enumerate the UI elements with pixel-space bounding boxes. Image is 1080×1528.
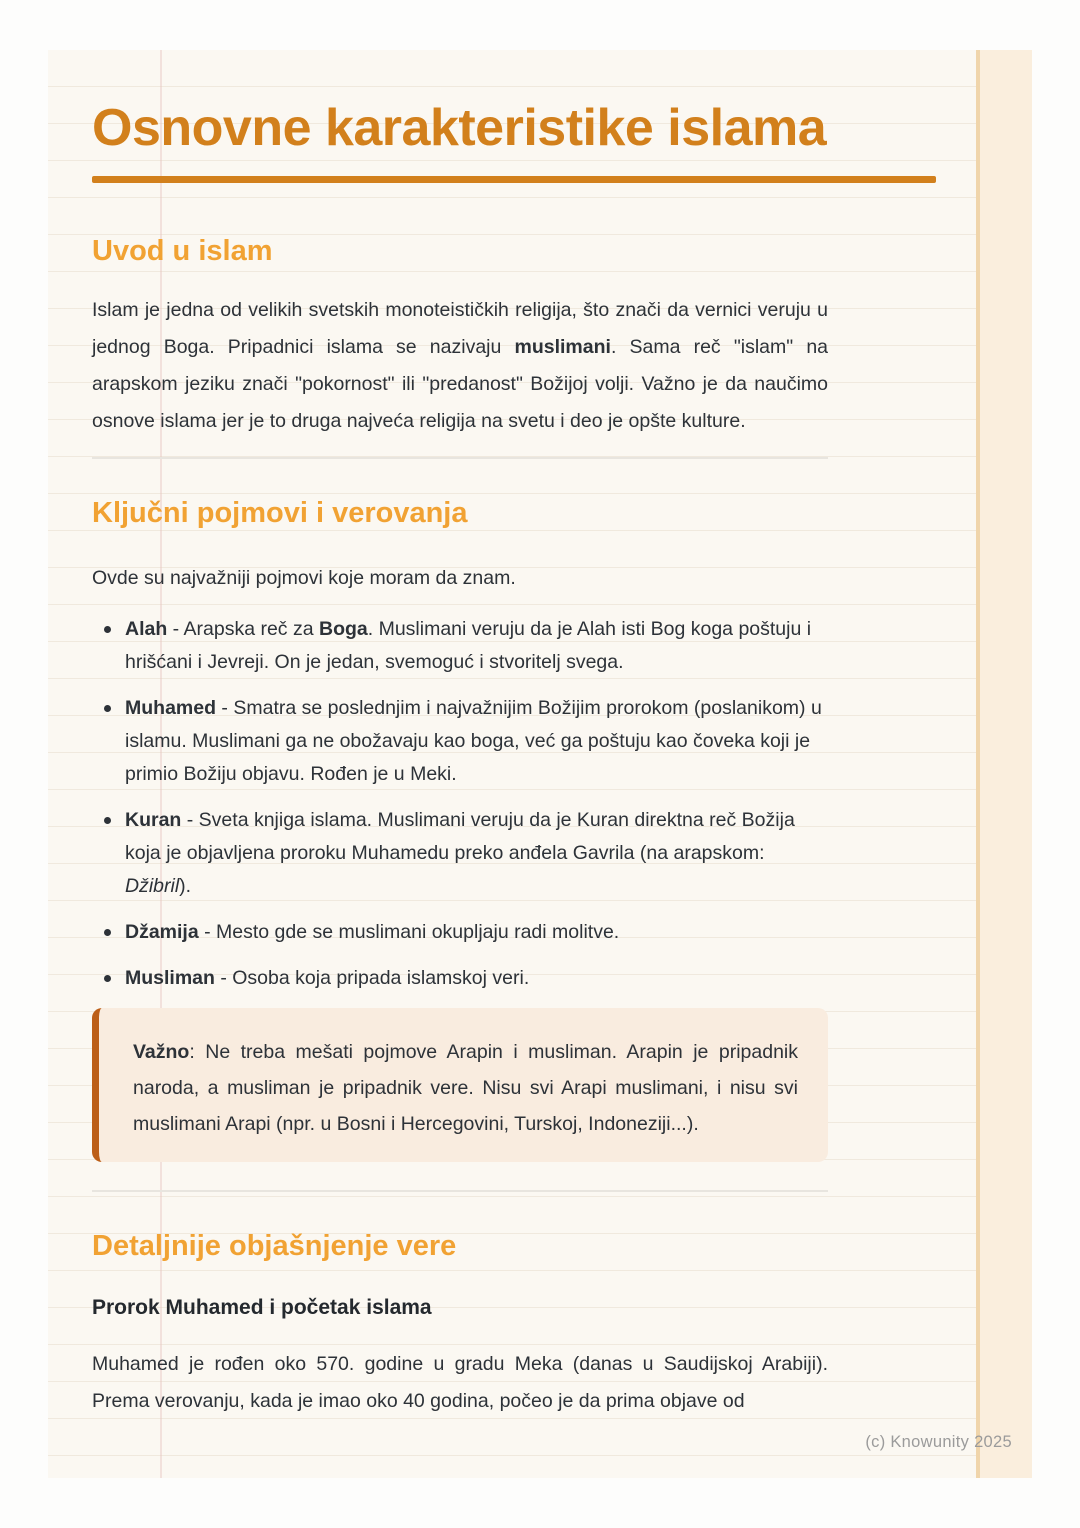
bold-text: Džamija xyxy=(125,920,199,943)
page-right-margin-strip xyxy=(976,50,1032,1478)
intro-paragraph xyxy=(92,292,828,440)
list-item xyxy=(92,916,828,949)
text-run: - Sveta knjiga islama. Muslimani veruju da je Kuran direktna reč Božija koja je objavljena proroku Muhamedu preko anđela Gavrila (na arapskom: xyxy=(125,808,795,864)
italic-text: Džibril xyxy=(125,874,180,897)
key-terms-list xyxy=(92,613,828,995)
text-run: Muhamed je rođen oko 570. godine u gradu Meka (danas u Saudijskoj Arabiji). Prema verovanju, kada je imao oko 40 godina, počeo je da prima objave od xyxy=(92,1352,828,1412)
bold-text: muslimani xyxy=(514,335,611,358)
text-run: - Mesto gde se muslimani okupljaju radi molitve. xyxy=(198,920,620,943)
details-paragraph xyxy=(92,1346,828,1420)
bold-text: Kuran xyxy=(125,808,182,831)
document-content xyxy=(92,50,828,1420)
concepts-lead-text: Ovde su najvažniji pojmovi koje moram da znam. xyxy=(92,566,516,589)
text-run: ). xyxy=(179,874,192,897)
title-underline-rule xyxy=(92,176,936,183)
list-item xyxy=(92,804,828,903)
text-run: - Osoba koja pripada islamskoj veri. xyxy=(214,966,530,989)
bold-text: Musliman xyxy=(125,966,215,989)
important-note-callout xyxy=(92,1008,828,1162)
list-item xyxy=(92,692,828,791)
list-item xyxy=(92,962,828,995)
text-run: . Muslimani veruju da je Alah isti Bog koga poštuju i hrišćani i Jevreji. On je jedan, svemoguć i stvoritelj svega. xyxy=(125,617,812,673)
text-run: Islam je jedna od velikih svetskih monoteističkih religija, što znači da vernici veruju u jednog Boga. Pripadnici islama se nazivaju xyxy=(92,298,828,358)
section-heading-uvod: Uvod u islam xyxy=(92,235,273,268)
document-page xyxy=(48,50,1032,1478)
subsection-heading-prorok: Prorok Muhamed i početak islama xyxy=(92,1295,432,1319)
bold-text: Važno xyxy=(133,1040,190,1063)
section-divider xyxy=(92,1190,828,1192)
page-title: Osnovne karakteristike islama xyxy=(92,99,827,157)
text-run: - Smatra se poslednjim i najvažnijim Božijim prorokom (poslanikom) u islamu. Muslimani ga ne obožavaju kao boga, već ga poštuju kao čoveka koji je primio Božiju objavu. Rođen je u Meki. xyxy=(125,696,822,785)
list-item xyxy=(92,613,828,679)
text-run: . Sama reč "islam" na arapskom jeziku znači "pokornost" ili "predanost" Božijoj volji. Važno je da naučimo osnove islama jer je to druga najveća religija na svetu i deo je opšte kulture. xyxy=(92,335,829,432)
section-divider xyxy=(92,457,828,459)
section-heading-detaljnije: Detaljnije objašnjenje vere xyxy=(92,1229,457,1262)
section-heading-pojmovi: Ključni pojmovi i verovanja xyxy=(92,496,468,529)
text-run: - Arapska reč za xyxy=(167,617,319,640)
bold-text: Boga xyxy=(319,617,368,640)
bold-text: Alah xyxy=(125,617,168,640)
bold-text: Muhamed xyxy=(125,696,217,719)
text-run: : Ne treba mešati pojmove Arapin i musliman. Arapin je pripadnik naroda, a musliman je pripadnik vere. Nisu svi Arapi muslimani, i nisu svi muslimani Arapi (npr. u Bosni i Hercegovini, Turskoj, Indoneziji...). xyxy=(133,1040,798,1135)
copyright-watermark: (c) Knowunity 2025 xyxy=(865,1433,1012,1451)
